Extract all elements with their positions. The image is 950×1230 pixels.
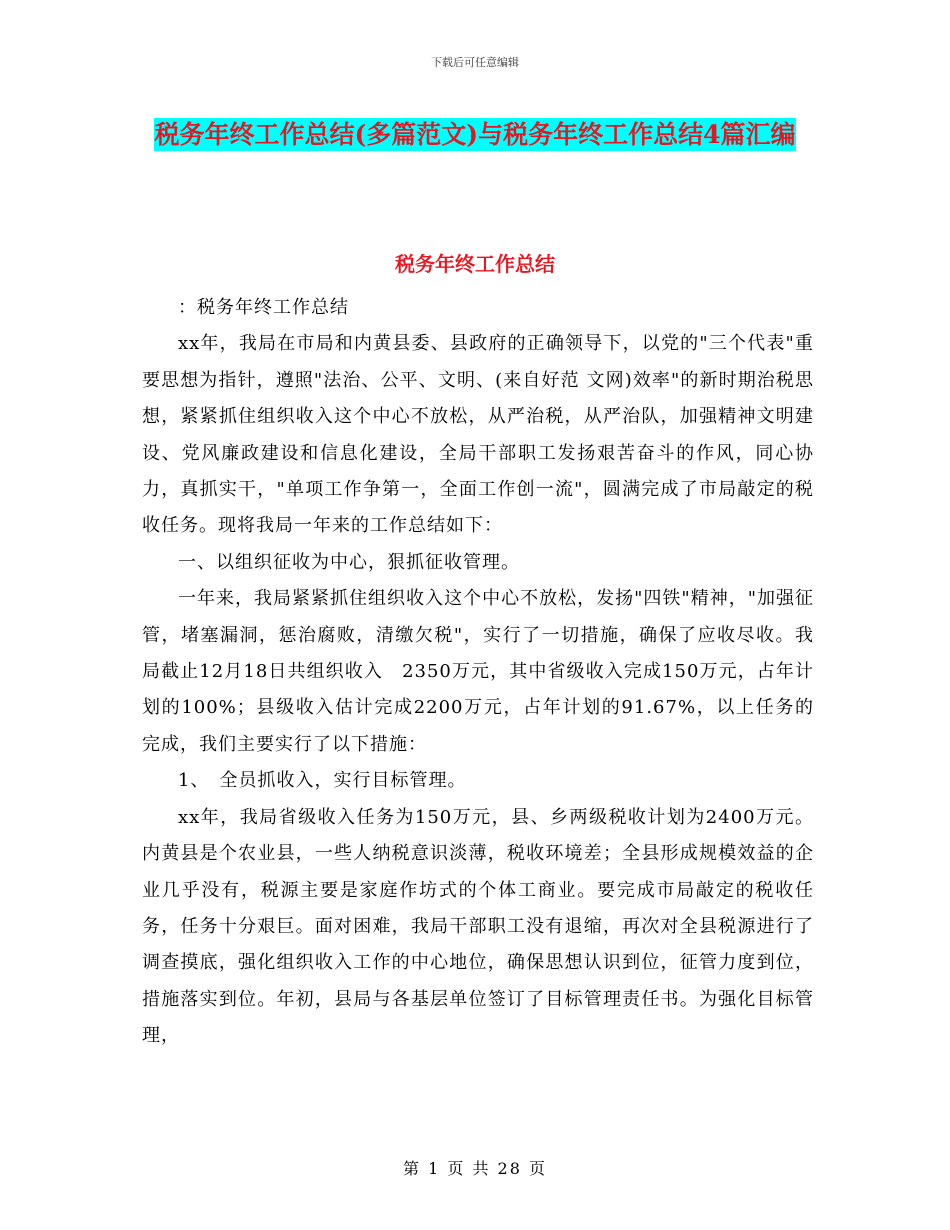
- page-number-footer: 第 1 页 共 28 页: [403, 1159, 547, 1178]
- paragraph: 一、以组织征收为中心，狠抓征收管理。: [178, 551, 520, 573]
- paragraph: 一年来，我局紧紧抓住组织收入这个中心不放松，发扬"四铁"精神，"加强征管，堵塞漏洞，惩治腐败，清缴欠税"，实行了一切措施，确保了应收尽收。我局截止12月18日共组织收入 2350万元，其中省级收入完成150万元，占年计划的100%；县级收入估计完成2200万元，占年计划的91.67%，以上任务的完成，我们主要实行了以下措施：: [142, 588, 814, 755]
- paragraph: xx年，我局在市局和内黄县委、县政府的正确领导下，以党的"三个代表"重要思想为指针，遵照"法治、公平、文明、(来自好范 文网)效率"的新时期治税思想，紧紧抓住组织收入这个中心不放松，从严治税，从严治队，加强精神文明建设、党风廉政建设和信息化建设，全局干部职工发扬艰苦奋斗的作风，同心协力，真抓实干，"单项工作争第一，全面工作创一流"，圆满完成了市局敲定的税收任务。现将我局一年来的工作总结如下：: [142, 333, 814, 537]
- document-title-text: 税务年终工作总结(多篇范文)与税务年终工作总结4篇汇编: [154, 120, 796, 149]
- document-title: [140, 108, 810, 162]
- paragraph: ：税务年终工作总结: [178, 297, 349, 318]
- page-header-note: 下载后可任意编辑: [431, 56, 519, 69]
- paragraph: xx年，我局省级收入任务为150万元，县、乡两级税收计划为2400万元。内黄县是个农业县，一些人纳税意识淡薄，税收环境差；全县形成规模效益的企业几乎没有，税源主要是家庭作坊式的个体工商业。要完成市局敲定的税收任务，任务十分艰巨。面对困难，我局干部职工没有退缩，再次对全县税源进行了调查摸底，强化组织收入工作的中心地位，确保思想认识到位，征管力度到位，措施落实到位。年初，县局与各基层单位签订了目标管理责任书。为强化目标管理，: [142, 806, 814, 1047]
- section-title: 税务年终工作总结: [395, 252, 555, 276]
- paragraph: 1、 全员抓收入，实行目标管理。: [178, 770, 467, 792]
- document-body: [142, 290, 814, 1055]
